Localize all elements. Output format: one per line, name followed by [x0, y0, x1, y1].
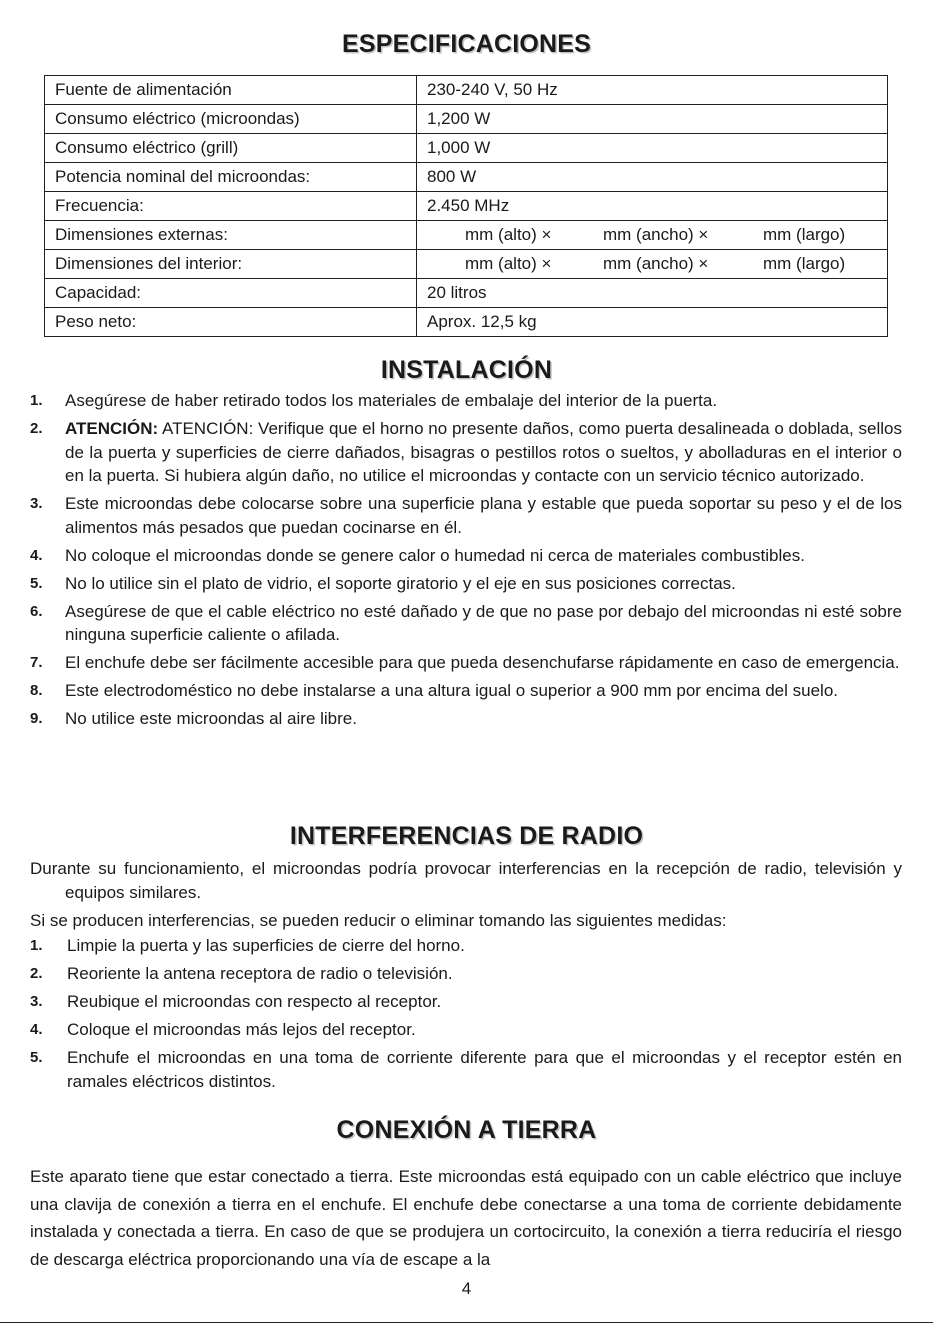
radio-intro-measures: Si se producen interferencias, se pueden reducir o eliminar tomando las siguientes medidas:: [30, 910, 727, 930]
list-item: [30, 389, 902, 413]
spec-value-dimensions: [417, 221, 888, 250]
spec-value: 800 W: [417, 163, 888, 192]
dim-width: mm (ancho) ×: [603, 225, 709, 244]
list-item: [30, 572, 902, 596]
spec-label: Peso neto:: [45, 308, 417, 337]
list-item: [30, 990, 902, 1014]
page-number: 4: [461, 1279, 472, 1298]
item-text: Este electrodoméstico no debe instalarse a una altura igual o superior a 900 mm por encima del suelo.: [65, 681, 838, 700]
dim-width: mm (ancho) ×: [603, 254, 709, 273]
dim-height: mm (alto) ×: [465, 254, 552, 273]
item-text: Coloque el microondas más lejos del receptor.: [67, 1020, 416, 1039]
spec-label: Capacidad:: [45, 279, 417, 308]
spec-row: [45, 76, 888, 105]
item-text: Asegúrese de que el cable eléctrico no esté dañado y de que no pase por debajo del microondas ni esté sobre ninguna superficie caliente o afilada.: [65, 601, 902, 644]
grounding-paragraph: Este aparato tiene que estar conectado a tierra. Este microondas está equipado con un cable eléctrico que incluye una clavija de conexión a tierra en el enchufe. El enchufe debe conectarse a una toma de corriente debidamente instalada y conectada a tierra. En caso de que se produjera un cortocircuito, la conexión a tierra reduciría el riesgo de descarga eléctrica proporcionando una vía de escape a la: [30, 1167, 902, 1269]
item-number: 3.: [30, 993, 43, 1010]
spec-value: Aprox. 12,5 kg: [417, 308, 888, 337]
item-number: 5.: [30, 1049, 43, 1066]
list-item: [30, 651, 902, 675]
list-item: [30, 1046, 902, 1093]
list-item: [30, 1018, 902, 1042]
list-item: [30, 707, 902, 731]
dim-height: mm (alto) ×: [465, 225, 552, 244]
item-text: No lo utilice sin el plato de vidrio, el soporte giratorio y el eje en sus posiciones correctas.: [65, 573, 736, 593]
spec-value: 1,000 W: [417, 134, 888, 163]
item-text: Enchufe el microondas en una toma de corriente diferente para que el microondas y el receptor estén en ramales eléctricos distintos.: [67, 1048, 902, 1091]
spec-value-dimensions: [417, 250, 888, 279]
item-number: 4.: [30, 1021, 43, 1038]
list-item: [30, 962, 902, 986]
item-text: No utilice este microondas al aire libre.: [65, 709, 357, 728]
spec-label: Consumo eléctrico (microondas): [45, 105, 417, 134]
grounding-heading: CONEXIÓN A TIERRA: [336, 1116, 597, 1144]
radio-intro-block: [30, 857, 902, 932]
item-text: No coloque el microondas donde se genere calor o humedad ni cerca de materiales combustibles.: [65, 545, 805, 565]
item-text: Reoriente la antena receptora de radio o televisión.: [67, 964, 453, 983]
spec-row: [45, 308, 888, 337]
item-number: 1.: [30, 392, 43, 409]
item-number: 8.: [30, 682, 43, 699]
installation-list: [30, 389, 902, 735]
item-number: 3.: [30, 495, 43, 512]
spec-label: Dimensiones externas:: [45, 221, 417, 250]
item-text: Este microondas debe colocarse sobre una superficie plana y estable que pueda soportar su peso y el de los alimentos más pesados que puedan cocinarse en él.: [65, 494, 902, 537]
spec-row: [45, 134, 888, 163]
spec-value: 230-240 V, 50 Hz: [417, 76, 888, 105]
installation-heading: INSTALACIÓN: [380, 356, 553, 384]
specifications-table: [44, 75, 888, 337]
item-number: 7.: [30, 654, 43, 671]
item-text: Asegúrese de haber retirado todos los materiales de embalaje del interior de la puerta.: [65, 391, 718, 410]
spec-row: [45, 250, 888, 279]
item-number: 5.: [30, 574, 43, 592]
spec-row: [45, 163, 888, 192]
spec-value: 1,200 W: [417, 105, 888, 134]
radio-intro: Durante su funcionamiento, el microondas podría provocar interferencias en la recepción de radio, televisión y equipos similares.: [30, 859, 902, 902]
item-text: El enchufe debe ser fácilmente accesible para que pueda desenchufarse rápidamente en caso de emergencia.: [65, 653, 900, 672]
spec-row: [45, 192, 888, 221]
item-number: 6.: [30, 602, 43, 620]
list-item: [30, 492, 902, 539]
item-text: Reubique el microondas con respecto al receptor.: [67, 992, 442, 1011]
dim-length: mm (largo): [763, 254, 846, 273]
bottom-divider: [0, 1322, 933, 1323]
spec-label: Frecuencia:: [45, 192, 417, 221]
list-item: [30, 600, 902, 647]
spec-value: 20 litros: [417, 279, 888, 308]
list-item: [30, 679, 902, 703]
warning-label: ATENCIÓN:: [65, 419, 159, 438]
list-item: [30, 934, 902, 958]
list-item: [30, 544, 902, 568]
radio-interference-heading: INTERFERENCIAS DE RADIO: [289, 822, 644, 850]
item-text: Limpie la puerta y las superficies de cierre del horno.: [67, 936, 465, 955]
item-number: 2.: [30, 420, 43, 437]
spec-label: Dimensiones del interior:: [45, 250, 417, 279]
spec-row: [45, 105, 888, 134]
spec-label: Fuente de alimentación: [45, 76, 417, 105]
item-number: 9.: [30, 710, 43, 727]
dim-length: mm (largo): [763, 225, 846, 244]
item-number: 1.: [30, 937, 43, 954]
spec-row: [45, 221, 888, 250]
radio-measures-list: [30, 934, 902, 1098]
spec-label: Potencia nominal del microondas:: [45, 163, 417, 192]
list-item: [30, 417, 902, 488]
spec-value: 2.450 MHz: [417, 192, 888, 221]
item-text: ATENCIÓN: Verifique que el horno no presente daños, como puerta desalineada o doblada, sellos de la puerta y superficies de cierre dañados, bisagras o pestillos rotos o sueltos, y abolladuras en el interior o en la puerta. Si hubiera algún daño, no utilice el microondas y contacte con un servicio técnico autorizado.: [65, 419, 902, 485]
item-number: 4.: [30, 546, 43, 564]
spec-row: [45, 279, 888, 308]
specifications-heading: ESPECIFICACIONES: [341, 30, 592, 58]
spec-label: Consumo eléctrico (grill): [45, 134, 417, 163]
item-number: 2.: [30, 965, 43, 982]
